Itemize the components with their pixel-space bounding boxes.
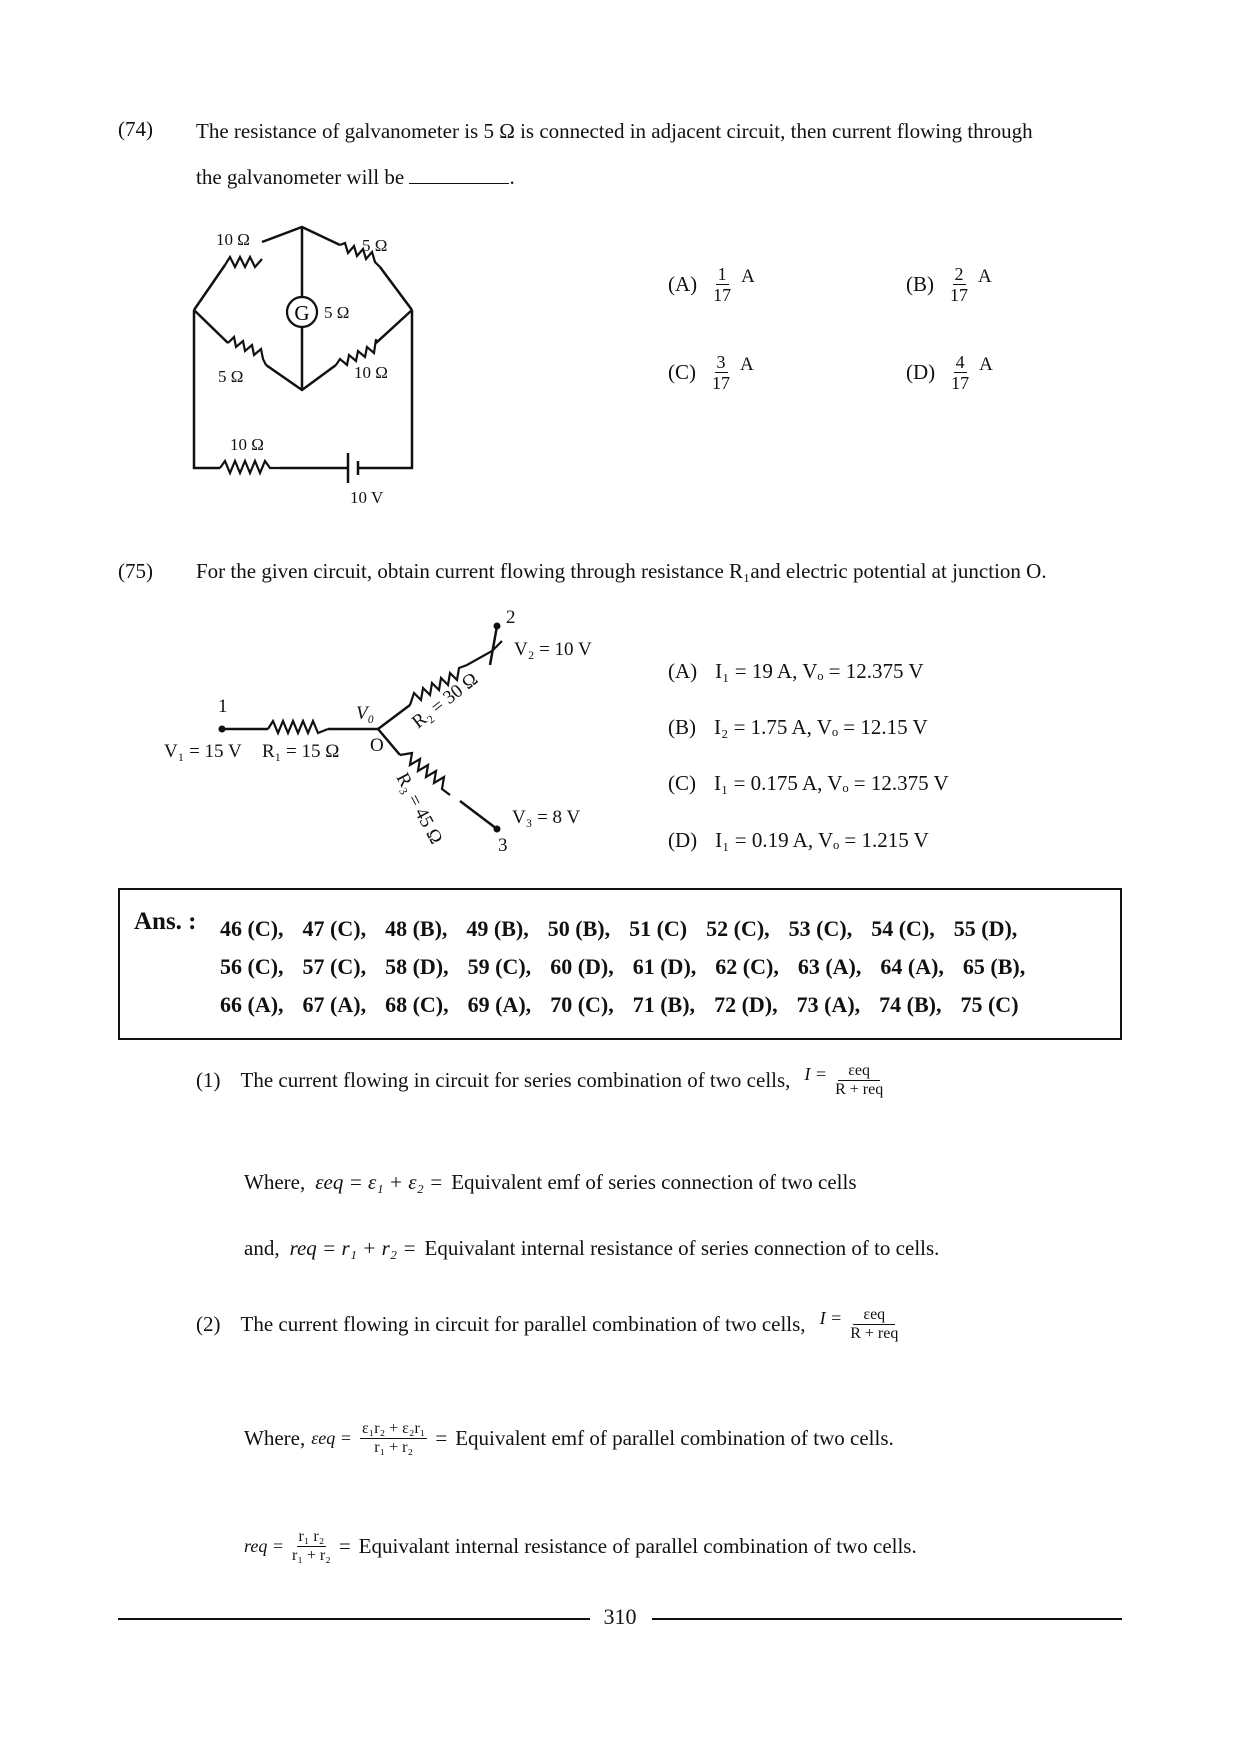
v2-label: V₂ = 10 V — [514, 639, 592, 660]
answer-blank — [409, 182, 509, 184]
option-a[interactable]: (A) $\frac{1}{17}$ A — [668, 264, 755, 305]
option-d[interactable]: (D) I₁ = 0.19 A, Vₒ = 1.215 V — [668, 828, 929, 852]
resistor-label-bottom-right: 10 Ω — [354, 363, 388, 382]
resistor-label-top-right: 5 Ω — [362, 236, 388, 255]
wheatstone-circuit-diagram — [180, 225, 440, 515]
note-1-and: and, req = r₁ + r₂ = Equivalant internal resistance of series connection of to cells. — [244, 1236, 940, 1260]
node-1-label: 1 — [218, 696, 228, 717]
question-number: (74) — [118, 117, 153, 141]
answer-line: 56 (C), 57 (C), 58 (D), 59 (C), 60 (D), 61 (D), 62 (C), 63 (A), 64 (A), 65 (B), — [220, 954, 1026, 979]
node-1-dot — [219, 726, 226, 733]
footer-rule-right — [652, 1618, 1122, 1620]
r1-label: R₁ = 15 Ω — [262, 741, 340, 762]
resistor-label-galvanometer: 5 Ω — [324, 303, 350, 322]
v0-label: V₀ — [356, 703, 375, 724]
resistor-label-bottom-left: 5 Ω — [218, 367, 244, 386]
question-number: (75) — [118, 559, 153, 583]
option-d[interactable]: (D) $\frac{4}{17}$ A — [906, 352, 993, 393]
note-2-fraction: $\frac{\text{εeq}}{\text{R + req}}$ — [850, 1306, 899, 1342]
note-2: (2) The current flowing in circuit for parallel combination of two cells, I = $\frac{\text{εeq}}{\text{R + req}}$ — [196, 1306, 899, 1342]
node-3-label: 3 — [498, 835, 508, 855]
v1-label: V₁ = 15 V — [164, 741, 242, 762]
r3-label: R₃ = 45 Ω — [391, 769, 447, 848]
page-number: 310 — [603, 1604, 637, 1629]
note-1-where: Where, εeq = ε₁ + ε₂ = Equivalent emf of series connection of two cells — [244, 1170, 857, 1194]
battery-label: 10 V — [350, 488, 384, 507]
junction-o-label: O — [370, 735, 384, 756]
note-2-where: Where, εeq = $\frac{\text{ε₁r₂ + ε₂r₁}}{\text{r₁ + r₂}}$ = Equivalent emf of parallel combination of two cells. — [244, 1420, 894, 1456]
option-c[interactable]: (C) I₁ = 0.175 A, Vₒ = 12.375 V — [668, 771, 949, 795]
question-text: For the given circuit, obtain current flowing through resistance R₁and electric potential at junction O. — [196, 559, 1047, 583]
option-a[interactable]: (A) I₁ = 19 A, Vₒ = 12.375 V — [668, 659, 924, 683]
star-circuit-diagram — [160, 605, 620, 855]
node-3-dot — [494, 826, 501, 833]
node-2-label: 2 — [506, 607, 516, 628]
answer-key-list — [220, 910, 1044, 1024]
option-c[interactable]: (C) $\frac{3}{17}$ A — [668, 352, 754, 393]
galvanometer-label: G — [294, 301, 310, 325]
answer-key-label: Ans. : — [134, 908, 197, 935]
note-1-fraction: $\frac{\text{εeq}}{\text{R + req}}$ — [835, 1062, 884, 1098]
note-2-where-fraction: $\frac{\text{ε₁r₂ + ε₂r₁}}{\text{r₁ + r₂}}$ — [361, 1420, 426, 1456]
node-2-dot — [494, 623, 501, 630]
v3-label: V₃ = 8 V — [512, 807, 581, 828]
resistor-zigzags — [268, 641, 502, 795]
answer-line: 66 (A), 67 (A), 68 (C), 69 (A), 70 (C), 71 (B), 72 (D), 73 (A), 74 (B), 75 (C) — [220, 992, 1019, 1017]
resistor-label-top-left: 10 Ω — [216, 230, 250, 249]
option-d-fraction: $\frac{4}{17}$ — [951, 352, 970, 393]
option-c-fraction: $\frac{3}{17}$ — [712, 352, 730, 393]
option-b[interactable]: (B) $\frac{2}{17}$ A — [906, 264, 992, 305]
option-b-fraction: $\frac{2}{17}$ — [950, 264, 968, 305]
r2-label: R₂ = 30 Ω — [408, 668, 483, 733]
note-1: (1) The current flowing in circuit for series combination of two cells, I = $\frac{\text{εeq}}{\text{R + req}}$ — [196, 1062, 884, 1098]
circuit-wires — [222, 626, 497, 829]
note-2-resistance: req = $\frac{\text{r₁ r₂}}{\text{r₁ + r₂}}$ = Equivalant internal resistance of parallel combination of two cells. — [244, 1528, 917, 1564]
answer-line: 46 (C), 47 (C), 48 (B), 49 (B), 50 (B), 51 (C) 52 (C), 53 (C), 54 (C), 55 (D), — [220, 916, 1018, 941]
resistor-label-series: 10 Ω — [230, 435, 264, 454]
note-2-resistance-fraction: $\frac{\text{r₁ r₂}}{\text{r₁ + r₂}}$ — [291, 1528, 331, 1564]
question-text — [196, 108, 1136, 200]
option-b[interactable]: (B) I₂ = 1.75 A, Vₒ = 12.15 V — [668, 715, 928, 739]
question-text-line1: The resistance of galvanometer is 5 Ω is connected in adjacent circuit, then current flowing through — [196, 119, 1033, 143]
answer-key-box — [118, 888, 1122, 1040]
question-text-line2: the galvanometer will be . — [196, 165, 515, 189]
option-a-fraction: $\frac{1}{17}$ — [713, 264, 732, 305]
